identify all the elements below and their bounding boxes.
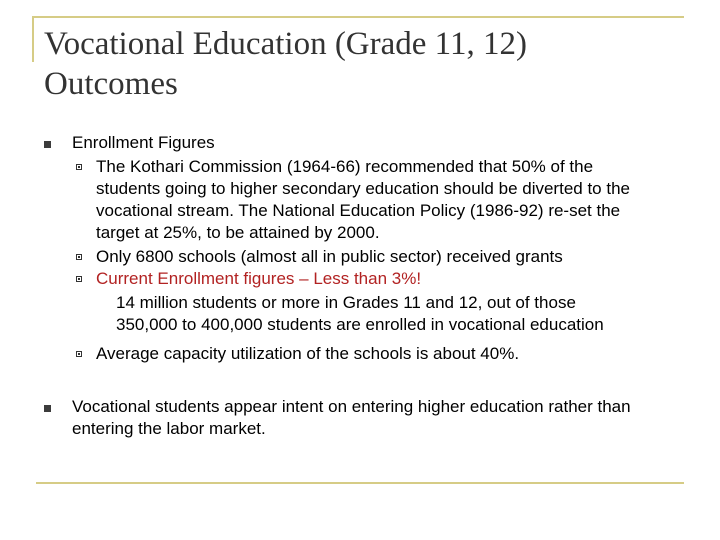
sub-bullet-current-enrollment: Current Enrollment figures – Less than 3%! <box>96 269 422 288</box>
slide-title-line-2: Outcomes <box>44 66 178 102</box>
sub-bullet-kothari-line-1: The Kothari Commission (1964-66) recommended that 50% of the <box>96 157 594 176</box>
sub-bullet-icon <box>76 254 82 260</box>
square-bullet-icon <box>44 141 51 148</box>
sub-bullet-icon <box>76 164 82 170</box>
sub-bullet-icon <box>76 276 82 282</box>
slide-frame-top-line <box>32 16 684 18</box>
sub-bullet-schools-grants: Only 6800 schools (almost all in public sector) received grants <box>96 247 563 266</box>
enrollment-detail-line-2: 350,000 to 400,000 students are enrolled in vocational education <box>116 315 604 334</box>
slide-frame-bottom-line <box>36 482 684 484</box>
sub-bullet-kothari-line-3: vocational stream. The National Education Policy (1986-92) re-set the <box>96 201 621 220</box>
bullet-vocational-students-line-2: entering the labor market. <box>72 419 266 438</box>
sub-bullet-icon <box>76 351 82 357</box>
sub-bullet-kothari-line-2: students going to higher secondary education should be diverted to the <box>96 179 630 198</box>
slide-title-line-1: Vocational Education (Grade 11, 12) <box>44 26 527 62</box>
square-bullet-icon <box>44 405 51 412</box>
bullet-enrollment-figures: Enrollment Figures <box>72 133 215 152</box>
sub-bullet-kothari-line-4: target at 25%, to be attained by 2000. <box>96 223 380 242</box>
slide-frame-left-line <box>32 16 34 62</box>
bullet-vocational-students-line-1: Vocational students appear intent on entering higher education rather than <box>72 397 631 416</box>
enrollment-detail-line-1: 14 million students or more in Grades 11 and 12, out of those <box>116 293 576 312</box>
sub-bullet-capacity-utilization: Average capacity utilization of the schools is about 40%. <box>96 344 520 363</box>
slide-title <box>44 24 684 104</box>
